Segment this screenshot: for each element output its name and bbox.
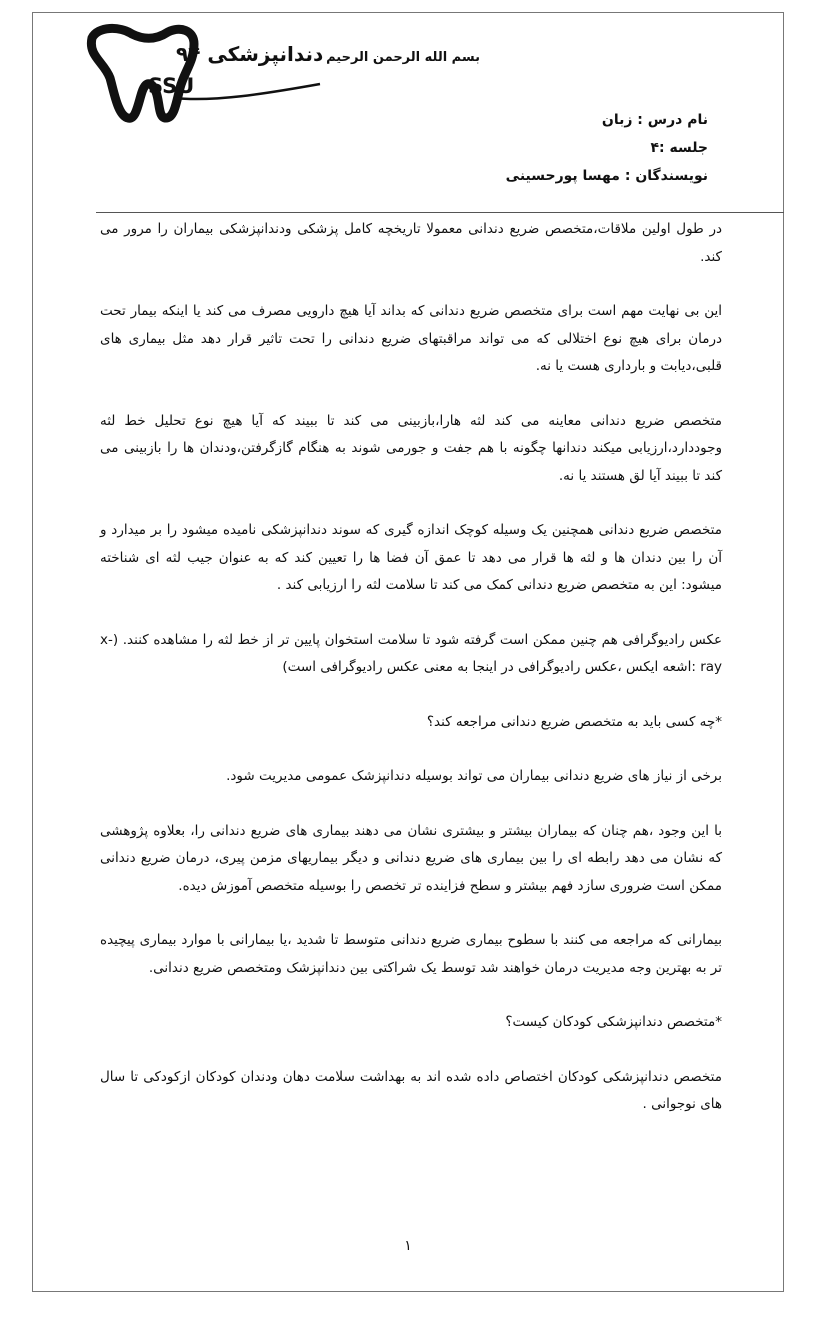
paragraph: برخی از نیاز های ضریع دندانی بیماران می تواند بوسیله دندانپزشک عمومی مدیریت شود. — [226, 768, 722, 784]
logo-title: دندانپزشکی ۹۴ — [176, 42, 324, 66]
paragraph: این بی نهایت مهم است برای متخصص ضریع دندانی که بداند آیا هیچ دارویی مصرف می کند یا اینکه بیمار تحت درمان برای هیچ نوع اختلالی که می تواند مراقبتهای ضریع دندانی را تحت تاثیر قرار دهد مثل بیماری های قلبی،دیابت و بارداری هست یا نه. — [100, 303, 722, 374]
header-divider — [96, 212, 784, 213]
paragraph: عکس رادیوگرافی هم چنین ممکن است گرفته شود تا سلامت استخوان پایین تر از خط لثه را مشاهده کنند. (x-ray :اشعه ایکس ،عکس رادیوگرافی در اینجا به معنی عکس رادیوگرافی است) — [100, 631, 722, 675]
tooth-logo-icon — [84, 22, 324, 126]
logo — [84, 22, 324, 126]
paragraph: بیمارانی که مراجعه می کنند با سطوح بیماری ضریع دندانی متوسط تا شدید ،یا بیمارانی با موارد بیماری پیچیده تر به بهترین وجه مدیریت درمان خواهند شد توسط یک شراکتی بین دندانپزشک ومتخصص ضریع دندانی. — [100, 932, 722, 976]
logo-ssu-text: SSU — [148, 74, 195, 98]
document-body — [100, 216, 722, 1146]
paragraph: متخصص دندانپزشکی کودکان اختصاص داده شده اند به بهداشت سلامت دهان ودندان کودکان ازکودکی تا سال های نوجوانی . — [100, 1068, 722, 1112]
document-meta — [506, 106, 708, 190]
section-question: *متخصص دندانپزشکی کودکان کیست؟ — [505, 1014, 722, 1030]
paragraph: در طول اولین ملاقات،متخصص ضریع دندانی معمولا تاریخچه کامل پزشکی ودندانپزشکی بیماران را مرور می کند. — [100, 221, 722, 265]
paragraph: متخصص ضریع دندانی معاینه می کند لثه هارا،بازبینی می کند تا ببیند که آیا هیچ نوع تحلیل خط لثه وجوددارد،ارزیابی میکند دندانها چگونه با هم جفت و جورمی شوند به هنگام گازگرفتن،ودندان ها را بازبینی می کند تا ببیند آیا لق هستند یا نه. — [100, 412, 722, 484]
paragraph: متخصص ضریع دندانی همچنین یک وسیله کوچک اندازه گیری که سوند دندانپزشکی نامیده میشود را بر میدارد و آن را بین دندان ها و لثه ها قرار می دهد تا عمق آن فضا ها را تعیین کند که به عنوان جیب لثه ای شناخته میشود: این به متخصص ضریع دندانی کمک می کند تا سلامت لثه را ارزیابی کند . — [100, 522, 722, 593]
paragraph: با این وجود ،هم چنان که بیماران بیشتر و بیشتری نشان می دهند بیماری های ضریع دندانی را، بعلاوه پژوهشی که نشان می دهد رابطه ای را بین بیماری های ضریع دندانی و دیگر بیماریهای مزمن پیری، درمان ضریع دندانی ممکن است ضروری سازد فهم بیشتر و سطح فزاینده تر تخصص را بوسیله متخصص آموزش دیده. — [100, 822, 722, 894]
bismillah: بسم الله الرحمن الرحیم — [326, 50, 480, 65]
authors: نویسندگان : مهسا پورحسینی — [505, 168, 708, 184]
course-name: نام درس : زبان — [601, 112, 708, 128]
session-number: جلسه :۴ — [650, 140, 708, 156]
section-question: *چه کسی باید به متخصص ضریع دندانی مراجعه کند؟ — [426, 713, 722, 730]
page-number: ۱ — [404, 1238, 412, 1254]
